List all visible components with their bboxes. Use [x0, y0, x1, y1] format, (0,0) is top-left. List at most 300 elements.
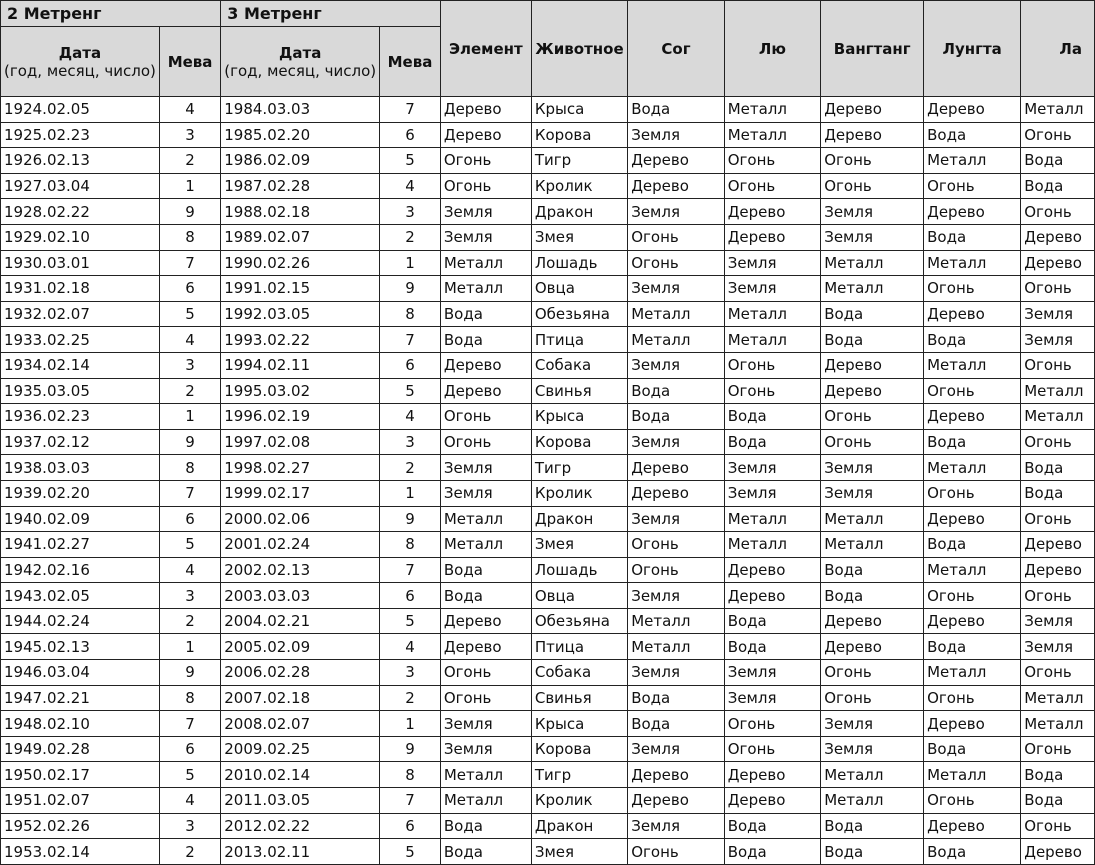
sog-cell: Дерево — [628, 173, 725, 199]
la-cell: Вода — [1021, 148, 1095, 174]
date-2-cell: 1953.02.14 — [1, 839, 160, 865]
table-row — [1, 532, 1095, 558]
meva-2-cell: 1 — [159, 404, 220, 430]
vangtang-cell: Дерево — [821, 122, 924, 148]
element-cell: Огонь — [440, 429, 531, 455]
lungta-cell: Огонь — [924, 685, 1021, 711]
date-2-cell: 1949.02.28 — [1, 736, 160, 762]
date-3-cell: 1988.02.18 — [221, 199, 380, 225]
lyu-cell: Металл — [724, 532, 821, 558]
table-row — [1, 608, 1095, 634]
table-row — [1, 173, 1095, 199]
meva-2-cell: 5 — [159, 762, 220, 788]
lungta-cell: Огонь — [924, 788, 1021, 814]
animal-cell: Дракон — [531, 506, 627, 532]
sog-cell: Дерево — [628, 455, 725, 481]
sog-cell: Металл — [628, 634, 725, 660]
meva-3-cell: 8 — [380, 532, 441, 558]
date-3-cell: 1994.02.11 — [221, 352, 380, 378]
lyu-cell: Огонь — [724, 352, 821, 378]
lyu-cell: Вода — [724, 404, 821, 430]
meva-2-cell: 5 — [159, 532, 220, 558]
la-cell: Металл — [1021, 378, 1095, 404]
element-cell: Огонь — [440, 685, 531, 711]
lyu-cell: Вода — [724, 839, 821, 865]
meva-3-cell: 1 — [380, 250, 441, 276]
sog-cell: Огонь — [628, 839, 725, 865]
table-body — [1, 97, 1095, 865]
la-cell: Металл — [1021, 97, 1095, 123]
lungta-cell: Огонь — [924, 276, 1021, 302]
lyu-header: Лю — [724, 1, 821, 97]
table-row — [1, 634, 1095, 660]
animal-cell: Крыса — [531, 711, 627, 737]
sog-cell: Металл — [628, 327, 725, 353]
date-2-cell: 1939.02.20 — [1, 480, 160, 506]
meva-3-cell: 6 — [380, 122, 441, 148]
animal-cell: Крыса — [531, 97, 627, 123]
vangtang-cell: Земля — [821, 455, 924, 481]
meva-header-2: Мева — [159, 27, 220, 97]
animal-cell: Тигр — [531, 762, 627, 788]
element-cell: Вода — [440, 839, 531, 865]
animal-cell: Крыса — [531, 404, 627, 430]
date-3-cell: 2000.02.06 — [221, 506, 380, 532]
date-2-cell: 1926.02.13 — [1, 148, 160, 174]
metreng3-header: 3 Метренг — [221, 1, 441, 27]
element-cell: Огонь — [440, 148, 531, 174]
animal-cell: Тигр — [531, 148, 627, 174]
date-3-cell: 2011.03.05 — [221, 788, 380, 814]
lungta-cell: Вода — [924, 224, 1021, 250]
lungta-cell: Дерево — [924, 97, 1021, 123]
meva-2-cell: 4 — [159, 97, 220, 123]
sog-cell: Дерево — [628, 148, 725, 174]
lyu-cell: Земля — [724, 276, 821, 302]
table-row — [1, 788, 1095, 814]
table-row — [1, 455, 1095, 481]
meva-2-cell: 4 — [159, 327, 220, 353]
meva-3-cell: 9 — [380, 736, 441, 762]
sog-cell: Огонь — [628, 224, 725, 250]
date-3-cell: 2005.02.09 — [221, 634, 380, 660]
lyu-cell: Вода — [724, 634, 821, 660]
table-row — [1, 762, 1095, 788]
vangtang-cell: Огонь — [821, 429, 924, 455]
meva-3-cell: 4 — [380, 634, 441, 660]
lungta-cell: Вода — [924, 532, 1021, 558]
sog-cell: Земля — [628, 660, 725, 686]
meva-3-cell: 2 — [380, 685, 441, 711]
lyu-cell: Земля — [724, 480, 821, 506]
date-3-cell: 2007.02.18 — [221, 685, 380, 711]
animal-cell: Корова — [531, 736, 627, 762]
animal-cell: Змея — [531, 224, 627, 250]
la-cell: Земля — [1021, 634, 1095, 660]
lungta-cell: Вода — [924, 327, 1021, 353]
la-cell: Вода — [1021, 762, 1095, 788]
meva-3-cell: 7 — [380, 557, 441, 583]
animal-cell: Лошадь — [531, 557, 627, 583]
meva-2-cell: 5 — [159, 301, 220, 327]
la-cell: Земля — [1021, 327, 1095, 353]
meva-3-cell: 2 — [380, 455, 441, 481]
table-row — [1, 506, 1095, 532]
table-row — [1, 685, 1095, 711]
lyu-cell: Огонь — [724, 711, 821, 737]
sog-cell: Дерево — [628, 762, 725, 788]
meva-2-cell: 6 — [159, 506, 220, 532]
animal-cell: Собака — [531, 352, 627, 378]
date-2-cell: 1948.02.10 — [1, 711, 160, 737]
animal-cell: Птица — [531, 634, 627, 660]
element-cell: Земля — [440, 711, 531, 737]
table-row — [1, 224, 1095, 250]
element-cell: Земля — [440, 224, 531, 250]
meva-3-cell: 1 — [380, 480, 441, 506]
sog-cell: Земля — [628, 736, 725, 762]
date-3-cell: 1992.03.05 — [221, 301, 380, 327]
date-title: Дата — [279, 43, 322, 62]
vangtang-cell: Огонь — [821, 685, 924, 711]
la-cell: Дерево — [1021, 532, 1095, 558]
element-cell: Вода — [440, 557, 531, 583]
meva-3-cell: 7 — [380, 788, 441, 814]
element-cell: Дерево — [440, 634, 531, 660]
meva-3-cell: 6 — [380, 352, 441, 378]
lyu-cell: Вода — [724, 608, 821, 634]
date-2-cell: 1950.02.17 — [1, 762, 160, 788]
date-3-cell: 2009.02.25 — [221, 736, 380, 762]
la-cell: Вода — [1021, 480, 1095, 506]
lyu-cell: Земля — [724, 250, 821, 276]
date-3-cell: 1989.02.07 — [221, 224, 380, 250]
date-2-cell: 1952.02.26 — [1, 813, 160, 839]
table-row — [1, 736, 1095, 762]
la-cell: Огонь — [1021, 583, 1095, 609]
vangtang-cell: Металл — [821, 788, 924, 814]
lungta-cell: Металл — [924, 557, 1021, 583]
date-2-cell: 1937.02.12 — [1, 429, 160, 455]
lyu-cell: Вода — [724, 429, 821, 455]
lungta-cell: Огонь — [924, 378, 1021, 404]
date-3-cell: 2002.02.13 — [221, 557, 380, 583]
lyu-cell: Дерево — [724, 199, 821, 225]
vangtang-cell: Вода — [821, 813, 924, 839]
sog-cell: Вода — [628, 711, 725, 737]
lyu-cell: Огонь — [724, 148, 821, 174]
meva-2-cell: 9 — [159, 660, 220, 686]
lungta-cell: Дерево — [924, 711, 1021, 737]
vangtang-cell: Металл — [821, 762, 924, 788]
la-cell: Огонь — [1021, 122, 1095, 148]
vangtang-cell: Вода — [821, 301, 924, 327]
animal-cell: Кролик — [531, 173, 627, 199]
meva-2-cell: 8 — [159, 224, 220, 250]
la-cell: Земля — [1021, 301, 1095, 327]
animal-cell: Корова — [531, 429, 627, 455]
table-row — [1, 378, 1095, 404]
table-row — [1, 480, 1095, 506]
date-3-cell: 1990.02.26 — [221, 250, 380, 276]
table-row — [1, 122, 1095, 148]
date-subtitle: (год, месяц, число) — [4, 61, 156, 80]
lungta-cell: Металл — [924, 352, 1021, 378]
table-row — [1, 327, 1095, 353]
date-2-cell: 1936.02.23 — [1, 404, 160, 430]
date-3-cell: 1991.02.15 — [221, 276, 380, 302]
animal-cell: Змея — [531, 532, 627, 558]
table-row — [1, 97, 1095, 123]
la-cell: Вода — [1021, 455, 1095, 481]
vangtang-cell: Металл — [821, 532, 924, 558]
date-2-cell: 1944.02.24 — [1, 608, 160, 634]
la-cell: Дерево — [1021, 224, 1095, 250]
element-cell: Металл — [440, 506, 531, 532]
meva-2-cell: 4 — [159, 788, 220, 814]
sog-header: Сог — [628, 1, 725, 97]
date-title: Дата — [58, 43, 102, 62]
element-cell: Дерево — [440, 352, 531, 378]
date-2-cell: 1924.02.05 — [1, 97, 160, 123]
table-row — [1, 711, 1095, 737]
la-cell: Металл — [1021, 685, 1095, 711]
la-cell: Огонь — [1021, 429, 1095, 455]
header-row-top — [1, 1, 1095, 27]
element-header: Элемент — [440, 1, 531, 97]
meva-2-cell: 2 — [159, 148, 220, 174]
animal-cell: Кролик — [531, 788, 627, 814]
date-2-cell: 1933.02.25 — [1, 327, 160, 353]
animal-cell: Свинья — [531, 378, 627, 404]
meva-3-cell: 1 — [380, 711, 441, 737]
meva-2-cell: 3 — [159, 813, 220, 839]
date-3-cell: 1998.02.27 — [221, 455, 380, 481]
animal-cell: Тигр — [531, 455, 627, 481]
la-header: Ла — [1021, 1, 1095, 97]
vangtang-cell: Металл — [821, 250, 924, 276]
date-3-cell: 2001.02.24 — [221, 532, 380, 558]
meva-3-cell: 3 — [380, 660, 441, 686]
la-cell: Металл — [1021, 404, 1095, 430]
lyu-cell: Огонь — [724, 173, 821, 199]
element-cell: Вода — [440, 813, 531, 839]
table-row — [1, 429, 1095, 455]
element-cell: Вода — [440, 583, 531, 609]
lungta-cell: Дерево — [924, 506, 1021, 532]
meva-2-cell: 8 — [159, 455, 220, 481]
meva-header-3: Мева — [380, 27, 441, 97]
vangtang-cell: Земля — [821, 480, 924, 506]
meva-3-cell: 4 — [380, 173, 441, 199]
element-cell: Вода — [440, 301, 531, 327]
table-row — [1, 404, 1095, 430]
vangtang-cell: Земля — [821, 736, 924, 762]
element-cell: Огонь — [440, 173, 531, 199]
table-row — [1, 276, 1095, 302]
table-row — [1, 839, 1095, 865]
animal-cell: Змея — [531, 839, 627, 865]
animal-cell: Птица — [531, 327, 627, 353]
date-3-cell: 1993.02.22 — [221, 327, 380, 353]
meva-2-cell: 6 — [159, 736, 220, 762]
lungta-cell: Вода — [924, 634, 1021, 660]
date-2-cell: 1928.02.22 — [1, 199, 160, 225]
lungta-cell: Огонь — [924, 480, 1021, 506]
meva-2-cell: 6 — [159, 276, 220, 302]
la-cell: Огонь — [1021, 736, 1095, 762]
element-cell: Дерево — [440, 608, 531, 634]
element-cell: Металл — [440, 276, 531, 302]
vangtang-cell: Вода — [821, 839, 924, 865]
element-cell: Дерево — [440, 378, 531, 404]
lungta-cell: Металл — [924, 762, 1021, 788]
meva-2-cell: 9 — [159, 199, 220, 225]
lyu-cell: Металл — [724, 97, 821, 123]
sog-cell: Металл — [628, 301, 725, 327]
lyu-cell: Огонь — [724, 736, 821, 762]
la-cell: Вода — [1021, 788, 1095, 814]
meva-3-cell: 5 — [380, 378, 441, 404]
meva-3-cell: 2 — [380, 224, 441, 250]
element-cell: Металл — [440, 250, 531, 276]
sog-cell: Вода — [628, 97, 725, 123]
element-cell: Вода — [440, 327, 531, 353]
element-cell: Металл — [440, 532, 531, 558]
vangtang-cell: Вода — [821, 583, 924, 609]
meva-3-cell: 7 — [380, 327, 441, 353]
meva-3-cell: 5 — [380, 148, 441, 174]
vangtang-cell: Земля — [821, 199, 924, 225]
table-row — [1, 352, 1095, 378]
lyu-cell: Земля — [724, 660, 821, 686]
meva-3-cell: 4 — [380, 404, 441, 430]
lungta-cell: Металл — [924, 148, 1021, 174]
animal-cell: Обезьяна — [531, 301, 627, 327]
lungta-cell: Дерево — [924, 404, 1021, 430]
element-cell: Огонь — [440, 660, 531, 686]
lyu-cell: Дерево — [724, 224, 821, 250]
meva-2-cell: 7 — [159, 711, 220, 737]
date-header-3 — [221, 27, 380, 97]
animal-cell: Овца — [531, 583, 627, 609]
date-3-cell: 2004.02.21 — [221, 608, 380, 634]
animal-cell: Собака — [531, 660, 627, 686]
metreng2-header: 2 Метренг — [1, 1, 221, 27]
date-3-cell: 2008.02.07 — [221, 711, 380, 737]
date-3-cell: 2010.02.14 — [221, 762, 380, 788]
table-row — [1, 250, 1095, 276]
date-3-cell: 1995.03.02 — [221, 378, 380, 404]
sog-cell: Дерево — [628, 788, 725, 814]
sog-cell: Земля — [628, 506, 725, 532]
animal-cell: Дракон — [531, 199, 627, 225]
date-3-cell: 2003.03.03 — [221, 583, 380, 609]
meva-2-cell: 7 — [159, 480, 220, 506]
element-cell: Металл — [440, 788, 531, 814]
date-3-cell: 1986.02.09 — [221, 148, 380, 174]
animal-cell: Кролик — [531, 480, 627, 506]
vangtang-cell: Дерево — [821, 352, 924, 378]
meva-2-cell: 1 — [159, 173, 220, 199]
vangtang-cell: Дерево — [821, 634, 924, 660]
lungta-header: Лунгта — [924, 1, 1021, 97]
date-3-cell: 1985.02.20 — [221, 122, 380, 148]
sog-cell: Земля — [628, 583, 725, 609]
vangtang-cell: Огонь — [821, 148, 924, 174]
meva-2-cell: 4 — [159, 557, 220, 583]
element-cell: Дерево — [440, 122, 531, 148]
date-2-cell: 1945.02.13 — [1, 634, 160, 660]
vangtang-cell: Дерево — [821, 608, 924, 634]
animal-cell: Корова — [531, 122, 627, 148]
la-cell: Металл — [1021, 711, 1095, 737]
animal-cell: Свинья — [531, 685, 627, 711]
vangtang-cell: Огонь — [821, 173, 924, 199]
meva-2-cell: 3 — [159, 122, 220, 148]
meva-2-cell: 3 — [159, 583, 220, 609]
vangtang-cell: Огонь — [821, 660, 924, 686]
la-cell: Огонь — [1021, 352, 1095, 378]
animal-cell: Лошадь — [531, 250, 627, 276]
meva-2-cell: 7 — [159, 250, 220, 276]
la-cell: Огонь — [1021, 276, 1095, 302]
lungta-cell: Вода — [924, 122, 1021, 148]
lungta-cell: Вода — [924, 839, 1021, 865]
date-2-cell: 1934.02.14 — [1, 352, 160, 378]
lungta-cell: Дерево — [924, 608, 1021, 634]
date-2-cell: 1941.02.27 — [1, 532, 160, 558]
date-2-cell: 1951.02.07 — [1, 788, 160, 814]
sog-cell: Вода — [628, 378, 725, 404]
date-2-cell: 1940.02.09 — [1, 506, 160, 532]
meva-2-cell: 8 — [159, 685, 220, 711]
table-row — [1, 199, 1095, 225]
vangtang-cell: Земля — [821, 711, 924, 737]
lyu-cell: Вода — [724, 813, 821, 839]
lyu-cell: Огонь — [724, 378, 821, 404]
date-2-cell: 1946.03.04 — [1, 660, 160, 686]
animal-cell: Дракон — [531, 813, 627, 839]
date-2-cell: 1938.03.03 — [1, 455, 160, 481]
date-2-cell: 1932.02.07 — [1, 301, 160, 327]
lungta-cell: Металл — [924, 250, 1021, 276]
date-2-cell: 1947.02.21 — [1, 685, 160, 711]
sog-cell: Земля — [628, 352, 725, 378]
meva-3-cell: 9 — [380, 506, 441, 532]
element-cell: Дерево — [440, 97, 531, 123]
lyu-cell: Металл — [724, 327, 821, 353]
lungta-cell: Дерево — [924, 301, 1021, 327]
lungta-cell: Металл — [924, 660, 1021, 686]
la-cell: Дерево — [1021, 839, 1095, 865]
meva-3-cell: 3 — [380, 429, 441, 455]
table-row — [1, 301, 1095, 327]
meva-3-cell: 6 — [380, 813, 441, 839]
lungta-cell: Огонь — [924, 173, 1021, 199]
meva-3-cell: 5 — [380, 608, 441, 634]
sog-cell: Огонь — [628, 532, 725, 558]
table-row — [1, 148, 1095, 174]
meva-2-cell: 3 — [159, 352, 220, 378]
meva-3-cell: 5 — [380, 839, 441, 865]
vangtang-cell: Вода — [821, 557, 924, 583]
sog-cell: Металл — [628, 608, 725, 634]
date-3-cell: 2013.02.11 — [221, 839, 380, 865]
table-row — [1, 583, 1095, 609]
la-cell: Дерево — [1021, 557, 1095, 583]
meva-3-cell: 9 — [380, 276, 441, 302]
